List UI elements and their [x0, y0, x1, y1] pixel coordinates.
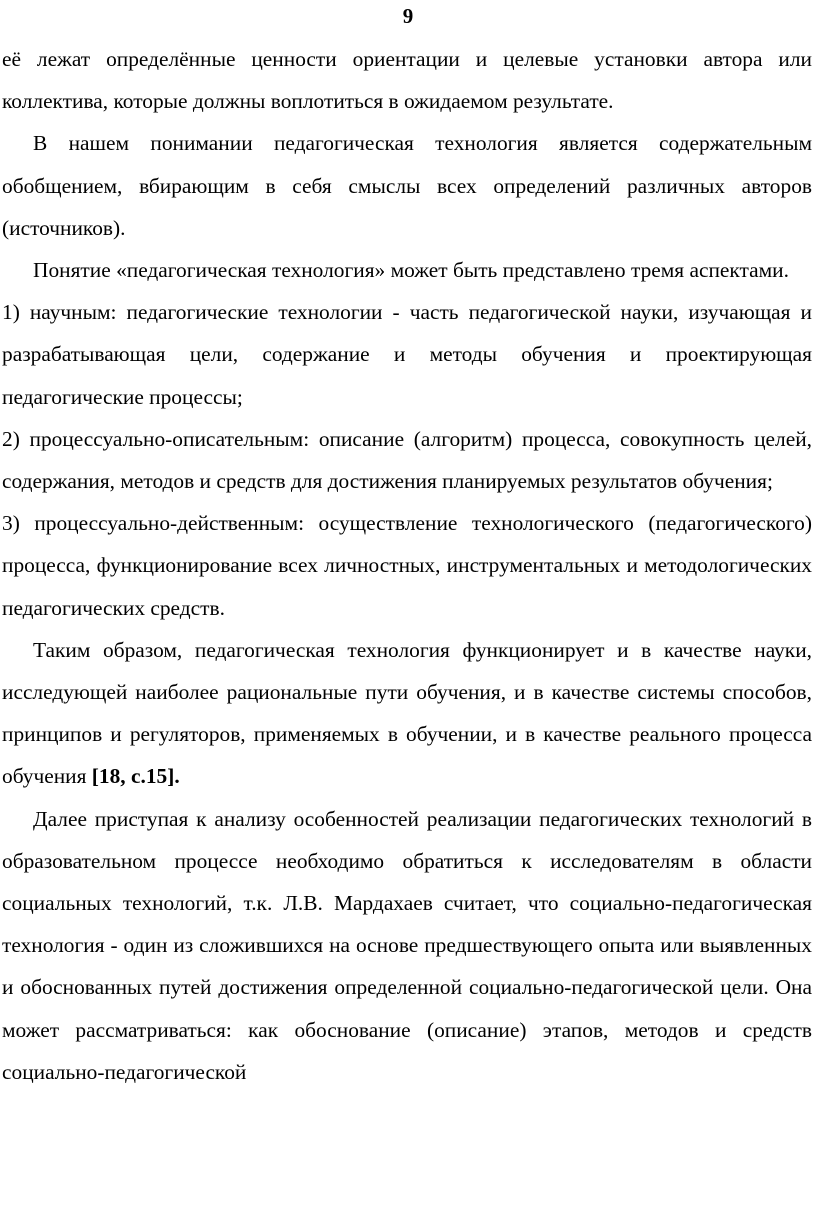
- document-body: [2, 38, 812, 1093]
- page-number: 9: [402, 4, 414, 28]
- list-item-scientific: 1) научным: педагогические технологии - часть педагогической науки, изучающая и разрабатывающая цели, содержание и методы обучения и проектирующая педагогические процессы;: [2, 300, 812, 409]
- paragraph-conclusion-text: Таким образом, педагогическая технология функционирует и в качестве науки, исследующей наиболее рациональные пути обучения, и в качестве системы способов, принципов и регуляторов, применяемых в обучении, и в качестве реального процесса обучения: [2, 637, 812, 789]
- paragraph-social-technologies: Далее приступая к анализу особенностей реализации педагогических технологий в образовательном процессе необходимо обратиться к исследователям в области социальных технологий, т.к. Л.В. Мардахаев считает, что социально-педагогическая технология - один из сложившихся на основе предшествующего опыта или выявленных и обоснованных путей достижения определенной социально-педагогической цели. Она может рассматриваться: как обоснование (описание) этапов, методов и средств социально-педагогической: [2, 806, 812, 1084]
- list-item-descriptive: 2) процессуально-описательным: описание (алгоритм) процесса, совокупность целей, содержания, методов и средств для достижения планируемых результатов обучения;: [2, 426, 812, 494]
- paragraph-definition: В нашем понимании педагогическая технология является содержательным обобщением, вбирающим в себя смыслы всех определений различных авторов (источников).: [2, 131, 812, 240]
- citation-reference: [18, с.15].: [91, 764, 180, 789]
- list-item-active: 3) процессуально-действенным: осуществление технологического (педагогического) процесса, функционирование всех личностных, инструментальных и методологических педагогических средств.: [2, 511, 812, 620]
- paragraph-continuation: её лежат определённые ценности ориентации и целевые установки автора или коллектива, которые должны воплотиться в ожидаемом результате.: [2, 47, 812, 114]
- paragraph-conclusion: [2, 629, 812, 798]
- paragraph-aspects-intro: Понятие «педагогическая технология» может быть представлено тремя аспектами.: [33, 258, 789, 283]
